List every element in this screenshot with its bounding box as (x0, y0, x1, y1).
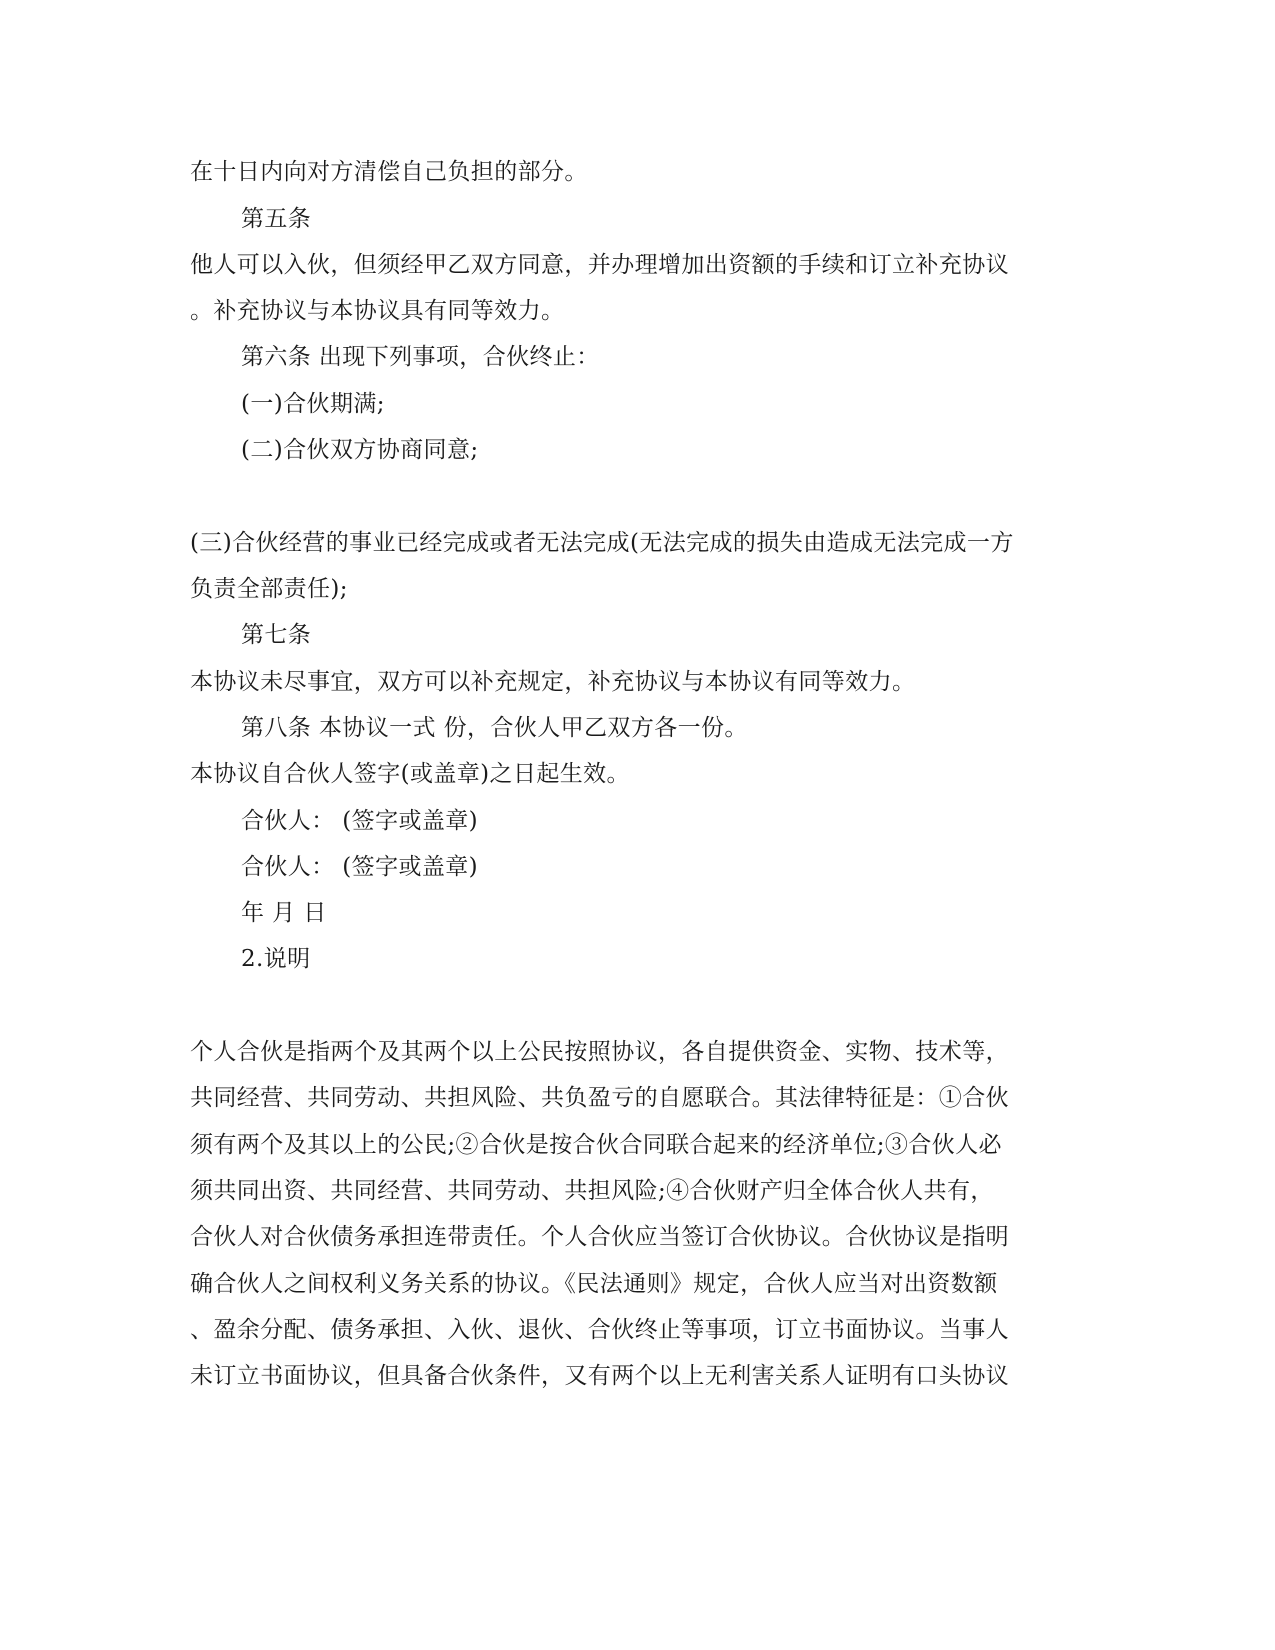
list-item: (一)合伙期满; (241, 391, 385, 417)
signature-line: 合伙人： (签字或盖章) (241, 854, 479, 880)
text-line: 须共同出资、共同经营、共同劳动、共担风险;④合伙财产归全体合伙人共有， (190, 1178, 994, 1204)
text-line: 本协议自合伙人签字(或盖章)之日起生效。 (190, 761, 630, 787)
list-item: (三)合伙经营的事业已经完成或者无法完成(无法完成的损失由造成无法完成一方 (190, 530, 1014, 556)
article-heading: 第六条 出现下列事项，合伙终止： (241, 344, 600, 370)
section-heading: 2.说明 (241, 946, 311, 972)
text-line: 须有两个及其以上的公民;②合伙是按合伙合同联合起来的经济单位;③合伙人必 (190, 1132, 1002, 1158)
text-line: 共同经营、共同劳动、共担风险、共负盈亏的自愿联合。其法律特征是：①合伙 (190, 1085, 1009, 1111)
article-heading: 第五条 (241, 206, 312, 232)
date-line: 年 月 日 (241, 900, 327, 926)
list-item: (二)合伙双方协商同意; (241, 437, 479, 463)
signature-line: 合伙人： (签字或盖章) (241, 808, 479, 834)
text-line: 个人合伙是指两个及其两个以上公民按照协议，各自提供资金、实物、技术等， (190, 1039, 1009, 1065)
text-line: 、盈余分配、债务承担、入伙、退伙、合伙终止等事项，订立书面协议。当事人 (190, 1317, 1009, 1343)
text-line: 未订立书面协议，但具备合伙条件，又有两个以上无利害关系人证明有口头协议 (190, 1363, 1009, 1389)
text-line: 负责全部责任); (190, 576, 348, 602)
text-line: 本协议未尽事宜，双方可以补充规定，补充协议与本协议有同等效力。 (190, 669, 916, 695)
article-heading: 第七条 (241, 622, 312, 648)
text-line: 在十日内向对方清偿自己负担的部分。 (190, 159, 588, 185)
text-line: 他人可以入伙，但须经甲乙双方同意，并办理增加出资额的手续和订立补充协议 (190, 252, 1009, 278)
text-line: 确合伙人之间权利义务关系的协议。《民法通则》规定，合伙人应当对出资数额 (190, 1271, 998, 1297)
text-line: 合伙人对合伙债务承担连带责任。个人合伙应当签订合伙协议。合伙协议是指明 (190, 1224, 1009, 1250)
text-line: 。补充协议与本协议具有同等效力。 (190, 298, 565, 324)
article-heading: 第八条 本协议一式 份，合伙人甲乙双方各一份。 (241, 715, 748, 741)
